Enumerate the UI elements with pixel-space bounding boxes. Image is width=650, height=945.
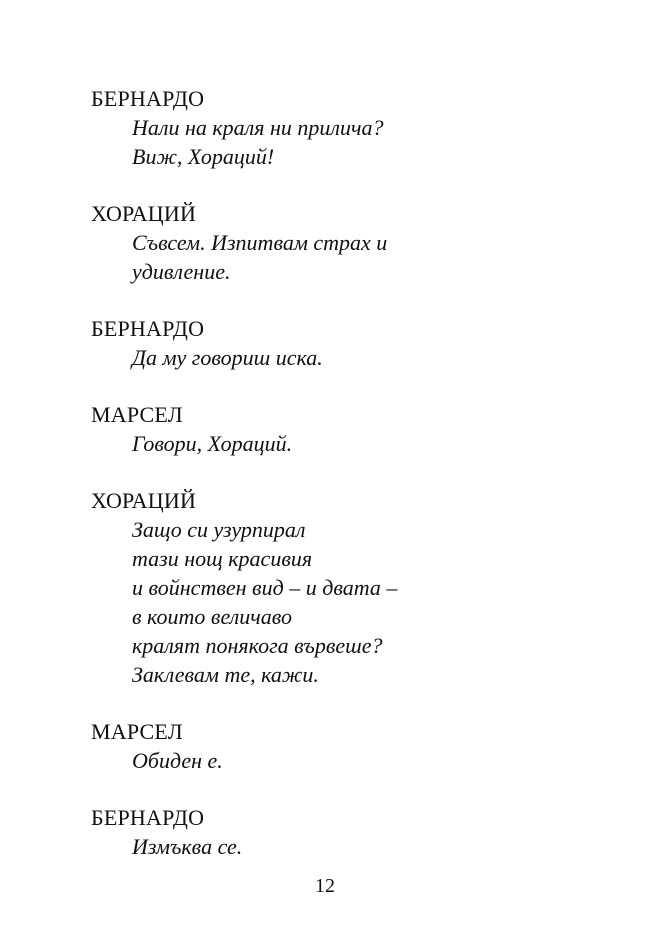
speech-block bbox=[91, 199, 611, 286]
page-number: 12 bbox=[315, 875, 335, 897]
speech-line: Съвсем. Изпитвам страх и bbox=[132, 230, 388, 255]
speech-line: Заклевам те, кажи. bbox=[132, 662, 319, 687]
speaker-name: БЕРНАРДО bbox=[91, 805, 205, 830]
speaker-name: ХОРАЦИЙ bbox=[91, 488, 197, 513]
speech-block bbox=[91, 486, 611, 689]
speech-block bbox=[91, 717, 611, 775]
speaker-name: МАРСЕЛ bbox=[91, 402, 183, 427]
speaker-name: ХОРАЦИЙ bbox=[91, 201, 197, 226]
speech-line: кралят понякога вървеше? bbox=[132, 633, 383, 658]
speech-line: в които величаво bbox=[132, 604, 293, 629]
speech-line: Измъква се. bbox=[132, 834, 243, 859]
speaker-name: МАРСЕЛ bbox=[91, 719, 183, 744]
speaker-name: БЕРНАРДО bbox=[91, 86, 205, 111]
speech-block bbox=[91, 84, 611, 171]
speech-block bbox=[91, 400, 611, 458]
speech-line: Нали на краля ни прилича? bbox=[132, 115, 384, 140]
speech-line: удивление. bbox=[132, 259, 231, 284]
speech-block bbox=[91, 314, 611, 372]
speech-line: Да му говориш иска. bbox=[132, 345, 323, 370]
speech-line: Говори, Хораций. bbox=[132, 431, 293, 456]
speech-line: тази нощ красивия bbox=[132, 546, 313, 571]
speech-line: Защо си узурпирал bbox=[132, 517, 306, 542]
dialogue-text bbox=[91, 84, 611, 889]
speech-line: и войнствен вид – и двата – bbox=[132, 575, 398, 600]
speech-line: Виж, Хораций! bbox=[132, 144, 275, 169]
speech-line: Обиден е. bbox=[132, 748, 223, 773]
speech-block bbox=[91, 803, 611, 861]
speaker-name: БЕРНАРДО bbox=[91, 316, 205, 341]
